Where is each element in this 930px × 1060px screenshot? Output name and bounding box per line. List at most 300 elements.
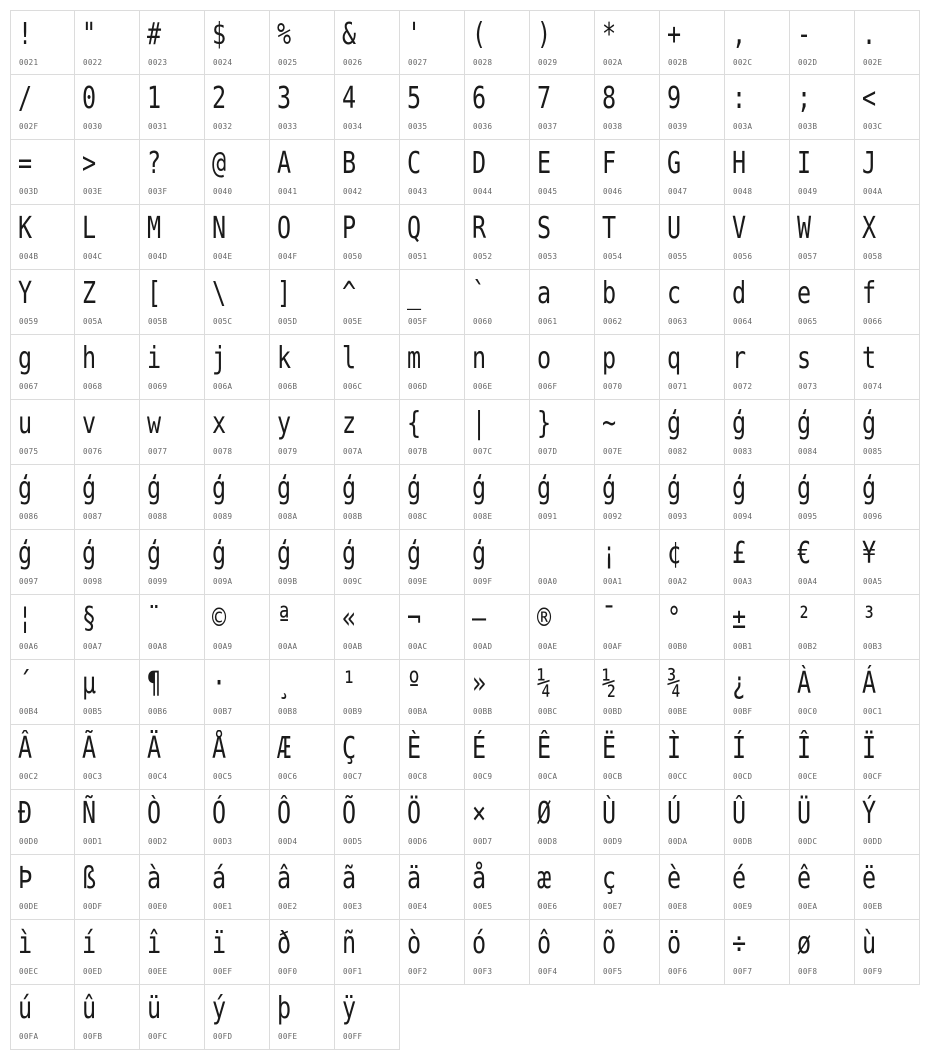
glyph-cell (595, 595, 660, 660)
glyph-codepoint-label: 00E4 (408, 902, 428, 911)
glyph-codepoint-label: 00D0 (19, 837, 39, 846)
glyph-char: è (667, 861, 682, 896)
glyph-char: ģ (667, 471, 682, 506)
glyph-cell (270, 75, 335, 140)
glyph-char: Ô (277, 796, 292, 831)
glyph-cell (855, 920, 920, 985)
glyph-char: | (472, 406, 487, 441)
glyph-codepoint-label: 00D3 (213, 837, 233, 846)
glyph-cell (725, 75, 790, 140)
glyph-char: ? (147, 146, 162, 181)
glyph-cell (270, 855, 335, 920)
glyph-cell (595, 400, 660, 465)
glyph-codepoint-label: 00F3 (473, 967, 493, 976)
glyph-cell (530, 75, 595, 140)
glyph-char: ģ (82, 536, 97, 571)
glyph-codepoint-label: 0056 (733, 252, 753, 261)
glyph-codepoint-label: 0045 (538, 187, 558, 196)
glyph-codepoint-label: 0051 (408, 252, 428, 261)
glyph-codepoint-label: 00FB (83, 1032, 103, 1041)
glyph-char: Á (862, 666, 877, 701)
glyph-codepoint-label: 005C (213, 317, 233, 326)
glyph-char: ° (667, 601, 682, 636)
glyph-char: n (472, 341, 487, 376)
glyph-cell (790, 140, 855, 205)
glyph-codepoint-label: 00DD (863, 837, 883, 846)
glyph-codepoint-label: 0023 (148, 58, 168, 67)
glyph-cell (270, 335, 335, 400)
glyph-char: ì (18, 926, 33, 961)
glyph-char: ) (537, 17, 552, 52)
glyph-codepoint-label: 00CB (603, 772, 623, 781)
glyph-codepoint-label: 00CF (863, 772, 883, 781)
glyph-codepoint-label: 0054 (603, 252, 623, 261)
glyph-codepoint-label: 00E1 (213, 902, 233, 911)
glyph-cell (855, 790, 920, 855)
glyph-cell (205, 10, 270, 75)
glyph-codepoint-label: 0083 (733, 447, 753, 456)
glyph-codepoint-label: 0071 (668, 382, 688, 391)
glyph-char: £ (732, 536, 747, 571)
glyph-codepoint-label: 0041 (278, 187, 298, 196)
glyph-codepoint-label: 0046 (603, 187, 623, 196)
glyph-cell (790, 920, 855, 985)
glyph-char: ã (342, 861, 357, 896)
glyph-char: Þ (18, 861, 33, 896)
glyph-codepoint-label: 003D (19, 187, 39, 196)
glyph-codepoint-label: 00BB (473, 707, 493, 716)
glyph-codepoint-label: 00F4 (538, 967, 558, 976)
glyph-codepoint-label: 005B (148, 317, 168, 326)
glyph-char: ù (862, 926, 877, 961)
glyph-char: f (862, 276, 877, 311)
glyph-char: O (277, 211, 292, 246)
glyph-cell (205, 725, 270, 790)
glyph-codepoint-label: 0095 (798, 512, 818, 521)
glyph-cell (140, 660, 205, 725)
glyph-codepoint-label: 006F (538, 382, 558, 391)
glyph-cell (140, 400, 205, 465)
glyph-char: ģ (212, 471, 227, 506)
glyph-char: Ò (147, 796, 162, 831)
glyph-cell (400, 530, 465, 595)
glyph-char: % (277, 17, 292, 52)
glyph-codepoint-label: 00FD (213, 1032, 233, 1041)
glyph-cell (855, 270, 920, 335)
glyph-char: ~ (602, 406, 617, 441)
glyph-cell (270, 530, 335, 595)
glyph-char: A (277, 146, 292, 181)
glyph-char: õ (602, 926, 617, 961)
glyph-char: K (18, 211, 33, 246)
glyph-cell (530, 595, 595, 660)
glyph-char: t (862, 341, 877, 376)
glyph-char: M (147, 211, 162, 246)
glyph-codepoint-label: 0086 (19, 512, 39, 521)
glyph-cell (335, 270, 400, 335)
glyph-cell (595, 465, 660, 530)
glyph-cell (530, 725, 595, 790)
glyph-char: S (537, 211, 552, 246)
glyph-cell (10, 75, 75, 140)
glyph-char: î (147, 926, 162, 961)
glyph-char: & (342, 17, 357, 52)
glyph-codepoint-label: 0048 (733, 187, 753, 196)
glyph-cell (465, 140, 530, 205)
glyph-codepoint-label: 00FC (148, 1032, 168, 1041)
glyph-char: $ (212, 17, 227, 52)
glyph-codepoint-label: 0092 (603, 512, 623, 521)
glyph-char: ģ (277, 471, 292, 506)
glyph-codepoint-label: 009E (408, 577, 428, 586)
glyph-cell (270, 660, 335, 725)
glyph-char: ð (277, 926, 292, 961)
glyph-char: ģ (602, 471, 617, 506)
glyph-codepoint-label: 00BE (668, 707, 688, 716)
glyph-char: m (407, 341, 422, 376)
glyph-codepoint-label: 003B (798, 122, 818, 131)
glyph-char: / (18, 81, 33, 116)
glyph-codepoint-label: 00E7 (603, 902, 623, 911)
glyph-codepoint-label: 008A (278, 512, 298, 521)
glyph-char: Ð (18, 796, 33, 831)
glyph-codepoint-label: 0091 (538, 512, 558, 521)
glyph-char: l (342, 341, 357, 376)
glyph-cell (10, 855, 75, 920)
glyph-char: 9 (667, 81, 682, 116)
glyph-char: ģ (797, 471, 812, 506)
glyph-codepoint-label: 0058 (863, 252, 883, 261)
glyph-char: ä (407, 861, 422, 896)
glyph-char: y (277, 406, 292, 441)
glyph-cell (335, 205, 400, 270)
glyph-codepoint-label: 0021 (19, 58, 39, 67)
glyph-char: Û (732, 796, 747, 831)
glyph-codepoint-label: 00AC (408, 642, 428, 651)
glyph-codepoint-label: 00B1 (733, 642, 753, 651)
glyph-cell (75, 920, 140, 985)
glyph-cell (335, 335, 400, 400)
glyph-codepoint-label: 00F6 (668, 967, 688, 976)
glyph-cell (335, 75, 400, 140)
glyph-codepoint-label: 006E (473, 382, 493, 391)
glyph-cell (465, 660, 530, 725)
glyph-char: < (862, 81, 877, 116)
glyph-char: ¸ (277, 666, 292, 701)
glyph-codepoint-label: 00F2 (408, 967, 428, 976)
glyph-char: ê (797, 861, 812, 896)
glyph-char: ¿ (732, 666, 747, 701)
glyph-cell (335, 400, 400, 465)
glyph-char: 7 (537, 81, 552, 116)
glyph-char: ï (212, 926, 227, 961)
glyph-cell (465, 725, 530, 790)
glyph-cell (400, 920, 465, 985)
glyph-codepoint-label: 007B (408, 447, 428, 456)
glyph-char: ² (797, 601, 812, 636)
glyph-cell (595, 270, 660, 335)
glyph-char: Q (407, 211, 422, 246)
glyph-cell (530, 140, 595, 205)
glyph-cell (660, 10, 725, 75)
glyph-codepoint-label: 00B6 (148, 707, 168, 716)
glyph-cell (335, 465, 400, 530)
glyph-char: ģ (732, 406, 747, 441)
glyph-cell (205, 205, 270, 270)
glyph-cell (660, 920, 725, 985)
glyph-codepoint-label: 0057 (798, 252, 818, 261)
glyph-codepoint-label: 00F8 (798, 967, 818, 976)
glyph-char: ç (602, 861, 617, 896)
glyph-codepoint-label: 0096 (863, 512, 883, 521)
glyph-cell (660, 530, 725, 595)
glyph-codepoint-label: 00C4 (148, 772, 168, 781)
glyph-codepoint-label: 0032 (213, 122, 233, 131)
glyph-cell (530, 530, 595, 595)
glyph-codepoint-label: 00A8 (148, 642, 168, 651)
glyph-char: à (147, 861, 162, 896)
glyph-codepoint-label: 0029 (538, 58, 558, 67)
glyph-codepoint-label: 0065 (798, 317, 818, 326)
glyph-codepoint-label: 00C5 (213, 772, 233, 781)
glyph-codepoint-label: 0024 (213, 58, 233, 67)
glyph-codepoint-label: 00CD (733, 772, 753, 781)
glyph-cell (140, 725, 205, 790)
glyph-codepoint-label: 004D (148, 252, 168, 261)
glyph-codepoint-label: 0063 (668, 317, 688, 326)
glyph-char: æ (537, 861, 552, 896)
glyph-char: 6 (472, 81, 487, 116)
glyph-cell (595, 790, 660, 855)
glyph-char: > (82, 146, 97, 181)
glyph-char: « (342, 601, 357, 636)
glyph-codepoint-label: 0025 (278, 58, 298, 67)
glyph-cell (205, 140, 270, 205)
glyph-char: } (537, 406, 552, 441)
glyph-char: ø (797, 926, 812, 961)
glyph-char: V (732, 211, 747, 246)
glyph-cell (205, 660, 270, 725)
glyph-codepoint-label: 00B9 (343, 707, 363, 716)
glyph-char: 1 (147, 81, 162, 116)
glyph-char: å (472, 861, 487, 896)
glyph-cell (400, 335, 465, 400)
glyph-codepoint-label: 002E (863, 58, 883, 67)
glyph-codepoint-label: 00C8 (408, 772, 428, 781)
glyph-codepoint-label: 00B2 (798, 642, 818, 651)
glyph-codepoint-label: 004F (278, 252, 298, 261)
glyph-codepoint-label: 008C (408, 512, 428, 521)
glyph-char: é (732, 861, 747, 896)
glyph-codepoint-label: 0084 (798, 447, 818, 456)
glyph-codepoint-label: 00AA (278, 642, 298, 651)
glyph-codepoint-label: 00EF (213, 967, 233, 976)
glyph-codepoint-label: 00DA (668, 837, 688, 846)
glyph-codepoint-label: 0033 (278, 122, 298, 131)
glyph-codepoint-label: 00F1 (343, 967, 363, 976)
glyph-cell (10, 10, 75, 75)
glyph-char: { (407, 406, 422, 441)
glyph-char: ģ (862, 406, 877, 441)
glyph-char: N (212, 211, 227, 246)
glyph-codepoint-label: 00A7 (83, 642, 103, 651)
glyph-cell (140, 75, 205, 140)
glyph-cell (660, 595, 725, 660)
glyph-cell (270, 595, 335, 660)
glyph-codepoint-label: 006D (408, 382, 428, 391)
glyph-cell (790, 10, 855, 75)
glyph-char: ģ (407, 471, 422, 506)
glyph-char: ¨ (147, 601, 162, 636)
glyph-cell (855, 75, 920, 140)
glyph-char: ª (277, 601, 292, 636)
glyph-codepoint-label: 0053 (538, 252, 558, 261)
glyph-cell (855, 465, 920, 530)
glyph-char: Z (82, 276, 97, 311)
glyph-codepoint-label: 00BF (733, 707, 753, 716)
glyph-cell (75, 985, 140, 1050)
glyph-char: w (147, 406, 162, 441)
glyph-char: ; (797, 81, 812, 116)
glyph-codepoint-label: 00C2 (19, 772, 39, 781)
glyph-codepoint-label: 00B3 (863, 642, 883, 651)
glyph-codepoint-label: 0022 (83, 58, 103, 67)
glyph-char: ģ (18, 471, 33, 506)
glyph-codepoint-label: 005E (343, 317, 363, 326)
glyph-cell (725, 595, 790, 660)
glyph-char: D (472, 146, 487, 181)
glyph-codepoint-label: 0074 (863, 382, 883, 391)
glyph-char: + (667, 17, 682, 52)
glyph-cell (10, 530, 75, 595)
glyph-codepoint-label: 0061 (538, 317, 558, 326)
glyph-char: Ú (667, 796, 682, 831)
glyph-char: G (667, 146, 682, 181)
glyph-codepoint-label: 0028 (473, 58, 493, 67)
glyph-cell (855, 400, 920, 465)
glyph-char: ³ (862, 601, 877, 636)
glyph-cell (595, 920, 660, 985)
glyph-char: ģ (862, 471, 877, 506)
glyph-cell (660, 335, 725, 400)
glyph-codepoint-label: 0077 (148, 447, 168, 456)
glyph-cell (75, 270, 140, 335)
glyph-char: ģ (18, 536, 33, 571)
glyph-cell (205, 400, 270, 465)
glyph-char: h (82, 341, 97, 376)
glyph-codepoint-label: 004A (863, 187, 883, 196)
glyph-char: i (147, 341, 162, 376)
glyph-codepoint-label: 004B (19, 252, 39, 261)
glyph-char: c (667, 276, 682, 311)
glyph-char: ( (472, 17, 487, 52)
glyph-codepoint-label: 0038 (603, 122, 623, 131)
glyph-codepoint-label: 00D4 (278, 837, 298, 846)
glyph-char: L (82, 211, 97, 246)
glyph-cell (400, 75, 465, 140)
glyph-cell (465, 400, 530, 465)
glyph-cell (75, 75, 140, 140)
glyph-codepoint-label: 00E5 (473, 902, 493, 911)
glyph-char: ģ (342, 471, 357, 506)
glyph-cell (660, 270, 725, 335)
glyph-cell (790, 855, 855, 920)
glyph-codepoint-label: 00EA (798, 902, 818, 911)
glyph-codepoint-label: 0070 (603, 382, 623, 391)
glyph-char: I (797, 146, 812, 181)
glyph-char: § (82, 601, 97, 636)
glyph-codepoint-label: 00D1 (83, 837, 103, 846)
glyph-cell (530, 400, 595, 465)
glyph-cell (530, 465, 595, 530)
glyph-codepoint-label: 0047 (668, 187, 688, 196)
glyph-char: ë (862, 861, 877, 896)
glyph-cell (10, 920, 75, 985)
glyph-codepoint-label: 0035 (408, 122, 428, 131)
glyph-cell (400, 725, 465, 790)
glyph-cell (725, 465, 790, 530)
glyph-codepoint-label: 0031 (148, 122, 168, 131)
glyph-codepoint-label: 0037 (538, 122, 558, 131)
glyph-char: ] (277, 276, 292, 311)
glyph-char: À (797, 666, 812, 701)
glyph-char: ´ (18, 666, 33, 701)
glyph-codepoint-label: 00CC (668, 772, 688, 781)
glyph-cell (725, 855, 790, 920)
glyph-codepoint-label: 0097 (19, 577, 39, 586)
glyph-codepoint-label: 0030 (83, 122, 103, 131)
glyph-cell (725, 335, 790, 400)
glyph-cell (660, 790, 725, 855)
glyph-codepoint-label: 002C (733, 58, 753, 67)
glyph-char: ö (667, 926, 682, 961)
glyph-codepoint-label: 0064 (733, 317, 753, 326)
glyph-codepoint-label: 00FA (19, 1032, 39, 1041)
glyph-char: ¢ (667, 536, 682, 571)
glyph-char: * (602, 17, 617, 52)
glyph-codepoint-label: 00EB (863, 902, 883, 911)
glyph-codepoint-label: 00A6 (19, 642, 39, 651)
glyph-cell (465, 205, 530, 270)
glyph-cell (10, 725, 75, 790)
glyph-cell (595, 10, 660, 75)
glyph-cell (465, 10, 530, 75)
glyph-char: ¶ (147, 666, 162, 701)
glyph-cell (465, 530, 530, 595)
glyph-cell (660, 855, 725, 920)
glyph-codepoint-label: 00CE (798, 772, 818, 781)
glyph-cell (660, 205, 725, 270)
glyph-char: ¦ (18, 601, 33, 636)
glyph-codepoint-label: 002A (603, 58, 623, 67)
glyph-char: X (862, 211, 877, 246)
glyph-cell (75, 400, 140, 465)
glyph-char: ü (147, 991, 162, 1026)
glyph-cell (595, 335, 660, 400)
glyph-cell (335, 530, 400, 595)
glyph-cell (725, 790, 790, 855)
glyph-codepoint-label: 009A (213, 577, 233, 586)
glyph-char: Ë (602, 731, 617, 766)
glyph-cell (205, 530, 270, 595)
glyph-char: W (797, 211, 812, 246)
glyph-char: í (82, 926, 97, 961)
glyph-char: r (732, 341, 747, 376)
glyph-cell (75, 595, 140, 660)
glyph-char: Ä (147, 731, 162, 766)
glyph-cell (465, 920, 530, 985)
glyph-cell (790, 790, 855, 855)
